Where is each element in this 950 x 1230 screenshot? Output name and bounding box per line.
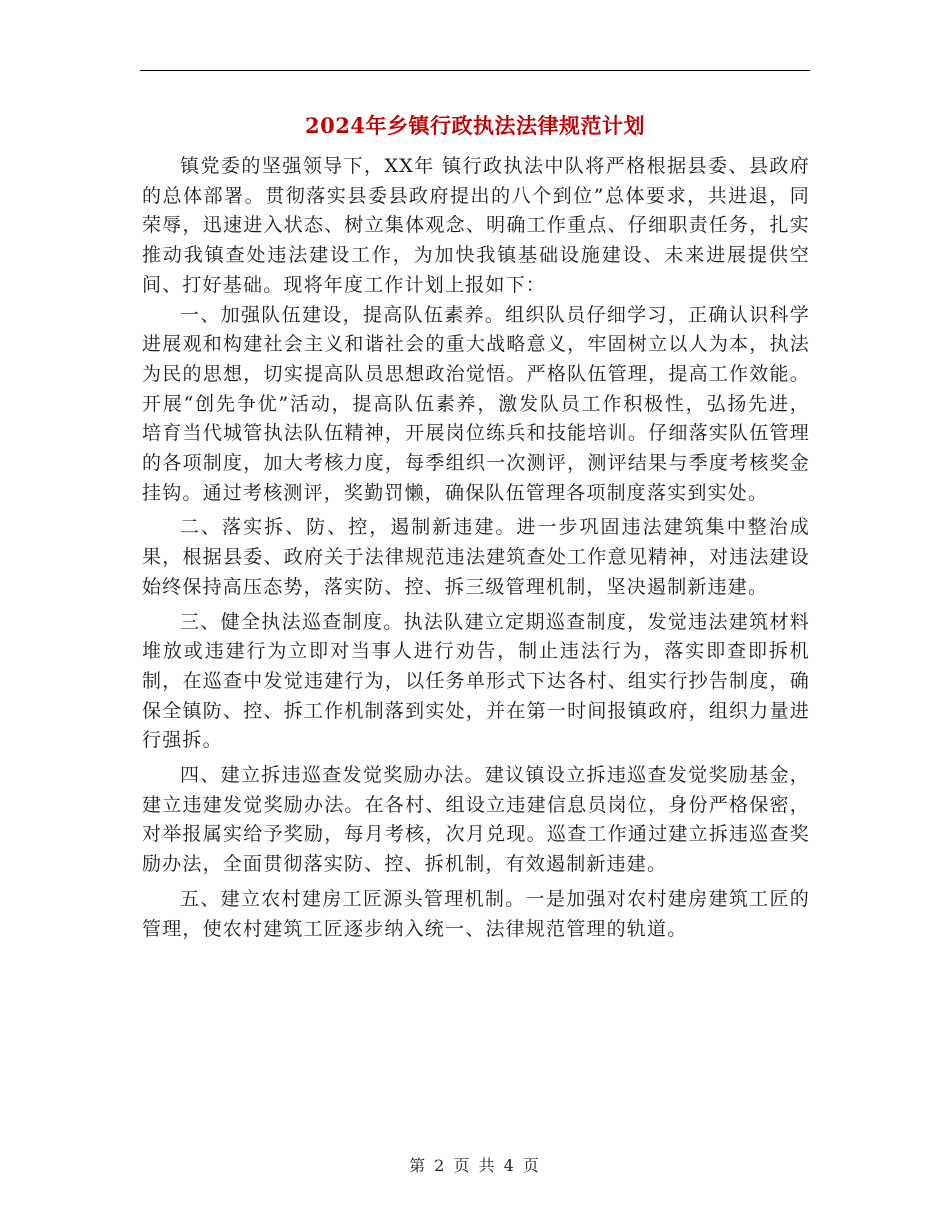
paragraph-intro: 镇党委的坚强领导下，XX年 镇行政执法中队将严格根据县委、县政府的总体部署。贯彻落实县委县政府提出的八个到位”总体要求，共进退，同荣辱，迅速进入状态、树立集体观念、明确工作重点、仔细职责任务，扎实推动我镇查处违法建设工作，为加快我镇基础设施建设、未来进展提供空间、打好基础。现将年度工作计划上报如下： — [142, 155, 810, 296]
paragraph-section-2: 二、落实拆、防、控，遏制新违建。进一步巩固违法建筑集中整治成果，根据县委、政府关于法律规范违法建筑查处工作意见精神，对违法建设始终保持高压态势，落实防、控、拆三级管理机制，坚决遏制新违建。 — [142, 516, 810, 598]
header-rule — [140, 70, 810, 71]
paragraph-section-1: 一、加强队伍建设，提高队伍素养。组织队员仔细学习，正确认识科学进展观和构建社会主义和谐社会的重大战略意义，牢固树立以人为本，执法为民的思想，切实提高队员思想政治觉悟。严格队伍管理，提高工作效能。开展“创先争优”活动，提高队伍素养，激发队员工作积极性，弘扬先进，培育当代城管执法队伍精神，开展岗位练兵和技能培训。仔细落实队伍管理的各项制度，加大考核力度，每季组织一次测评，测评结果与季度考核奖金挂钩。通过考核测评，奖勤罚懒，确保队伍管理各项制度落实到实处。 — [142, 303, 810, 504]
paragraph-section-5: 五、建立农村建房工匠源头管理机制。一是加强对农村建房建筑工匠的管理，使农村建筑工匠逐步纳入统一、法律规范管理的轨道。 — [142, 887, 810, 940]
paragraph-section-4: 四、建立拆违巡查发觉奖励办法。建议镇设立拆违巡查发觉奖励基金，建立违建发觉奖励办法。在各村、组设立违建信息员岗位，身份严格保密，对举报属实给予奖励，每月考核，次月兑现。巡查工作通过建立拆违巡查奖励办法，全面贯彻落实防、控、拆机制，有效遏制新违建。 — [142, 764, 810, 876]
document-body — [142, 152, 810, 944]
paragraph-section-3: 三、健全执法巡查制度。执法队建立定期巡查制度，发觉违法建筑材料堆放或违建行为立即对当事人进行劝告，制止违法行为，落实即查即拆机制，在巡查中发觉违建行为，以任务单形式下达各村、组实行抄告制度，确保全镇防、控、拆工作机制落到实处，并在第一时间报镇政府，组织力量进行强拆。 — [142, 610, 810, 752]
document-title: 2024年乡镇行政执法法律规范计划 — [305, 113, 645, 138]
page-number: 第 2 页 共 4 页 — [409, 1156, 541, 1175]
